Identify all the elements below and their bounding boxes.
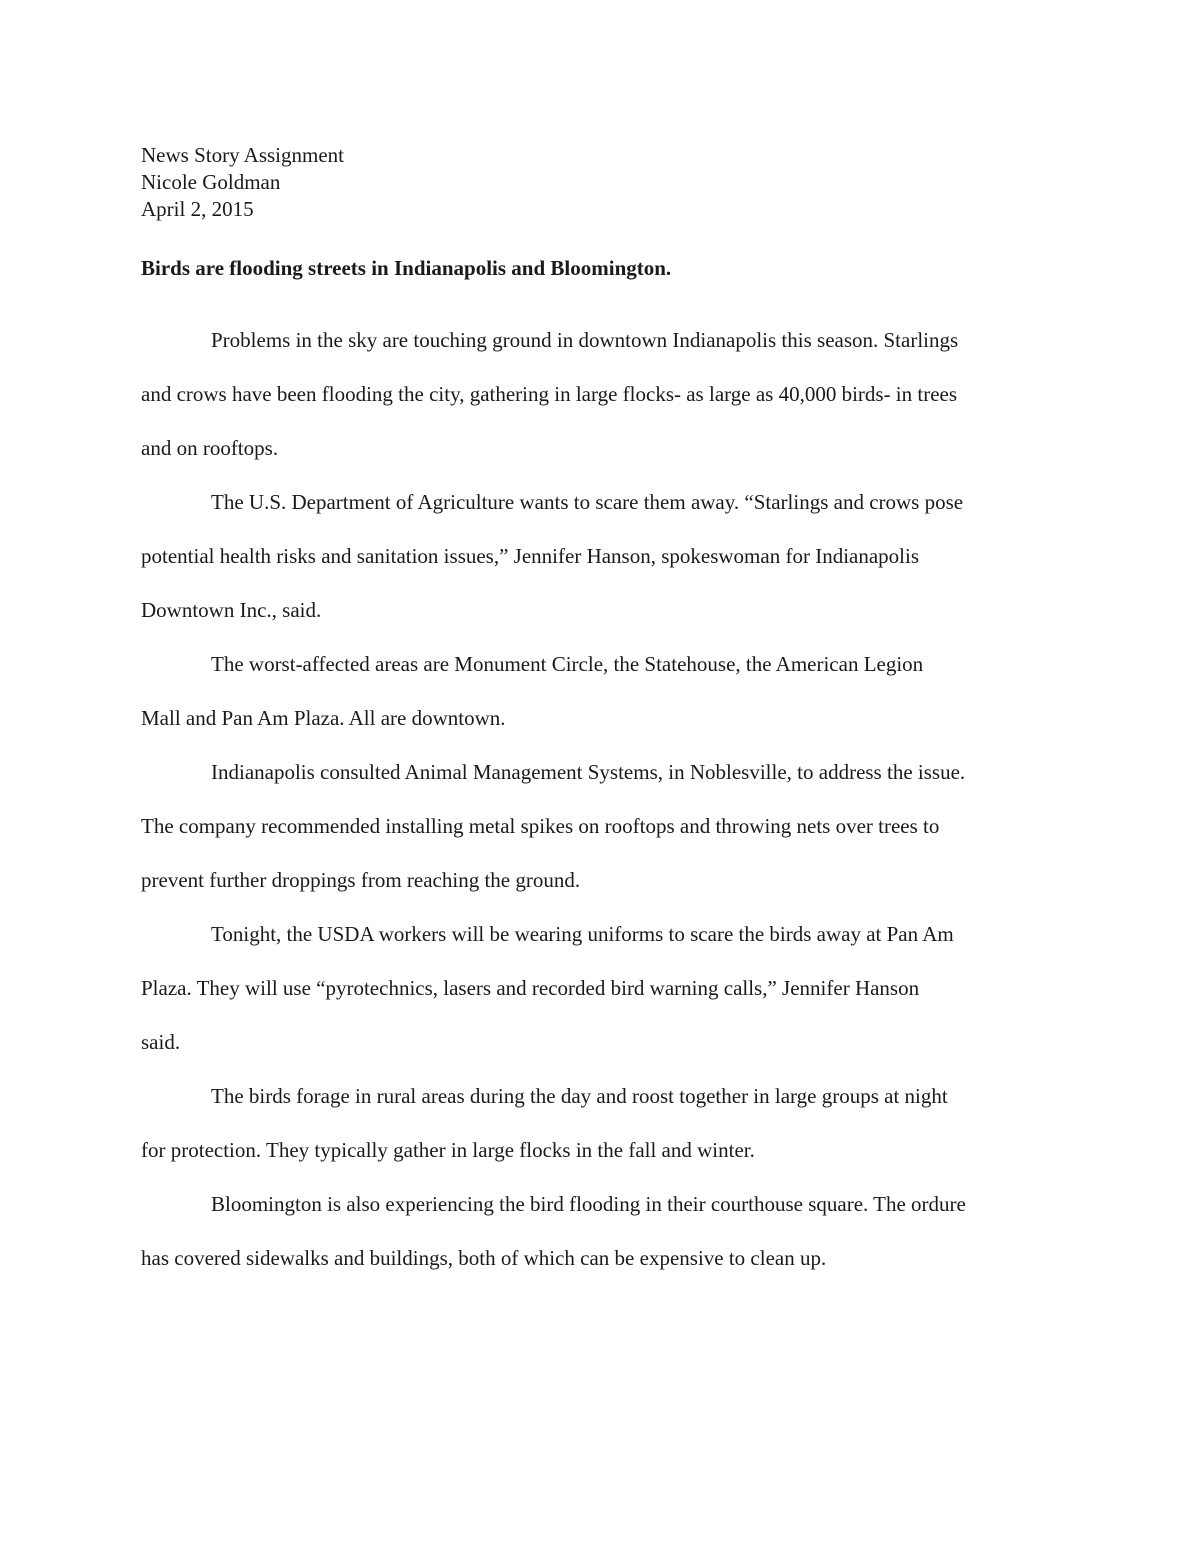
paragraph-line: Downtown Inc., said. (141, 598, 322, 622)
paragraph-line: potential health risks and sanitation issues,” Jennifer Hanson, spokeswoman for Indianapolis (141, 544, 920, 568)
story-headline: Birds are flooding streets in Indianapolis and Bloomington. (141, 256, 672, 280)
paragraph-line: and on rooftops. (141, 436, 279, 460)
paragraph-line: Indianapolis consulted Animal Management Systems, in Noblesville, to address the issue. (211, 760, 966, 784)
paragraph-line: The birds forage in rural areas during the day and roost together in large groups at night (211, 1084, 948, 1108)
paragraph-line: Plaza. They will use “pyrotechnics, lasers and recorded bird warning calls,” Jennifer Hanson (141, 976, 920, 1000)
author-name: Nicole Goldman (141, 170, 281, 194)
paragraph-line: for protection. They typically gather in large flocks in the fall and winter. (141, 1138, 755, 1162)
story-body (141, 313, 1061, 1285)
paragraph-line: The worst-affected areas are Monument Circle, the Statehouse, the American Legion (211, 652, 924, 676)
document-header (141, 142, 344, 223)
paragraph-line: Mall and Pan Am Plaza. All are downtown. (141, 706, 506, 730)
paragraph-line: Tonight, the USDA workers will be wearing uniforms to scare the birds away at Pan Am (211, 922, 954, 946)
paragraph-line: Problems in the sky are touching ground in downtown Indianapolis this season. Starlings (211, 328, 959, 352)
paragraph-line: The U.S. Department of Agriculture wants to scare them away. “Starlings and crows pose (211, 490, 964, 514)
paragraph-line: Bloomington is also experiencing the bird flooding in their courthouse square. The ordure (211, 1192, 966, 1216)
document-date: April 2, 2015 (141, 197, 254, 221)
assignment-title: News Story Assignment (141, 143, 345, 167)
paragraph-line: has covered sidewalks and buildings, both of which can be expensive to clean up. (141, 1246, 827, 1270)
paragraph-line: and crows have been flooding the city, gathering in large flocks- as large as 40,000 birds- in trees (141, 382, 958, 406)
paragraph-line: The company recommended installing metal spikes on rooftops and throwing nets over trees to (141, 814, 940, 838)
paragraph-line: said. (141, 1030, 181, 1054)
paragraph-line: prevent further droppings from reaching the ground. (141, 868, 581, 892)
